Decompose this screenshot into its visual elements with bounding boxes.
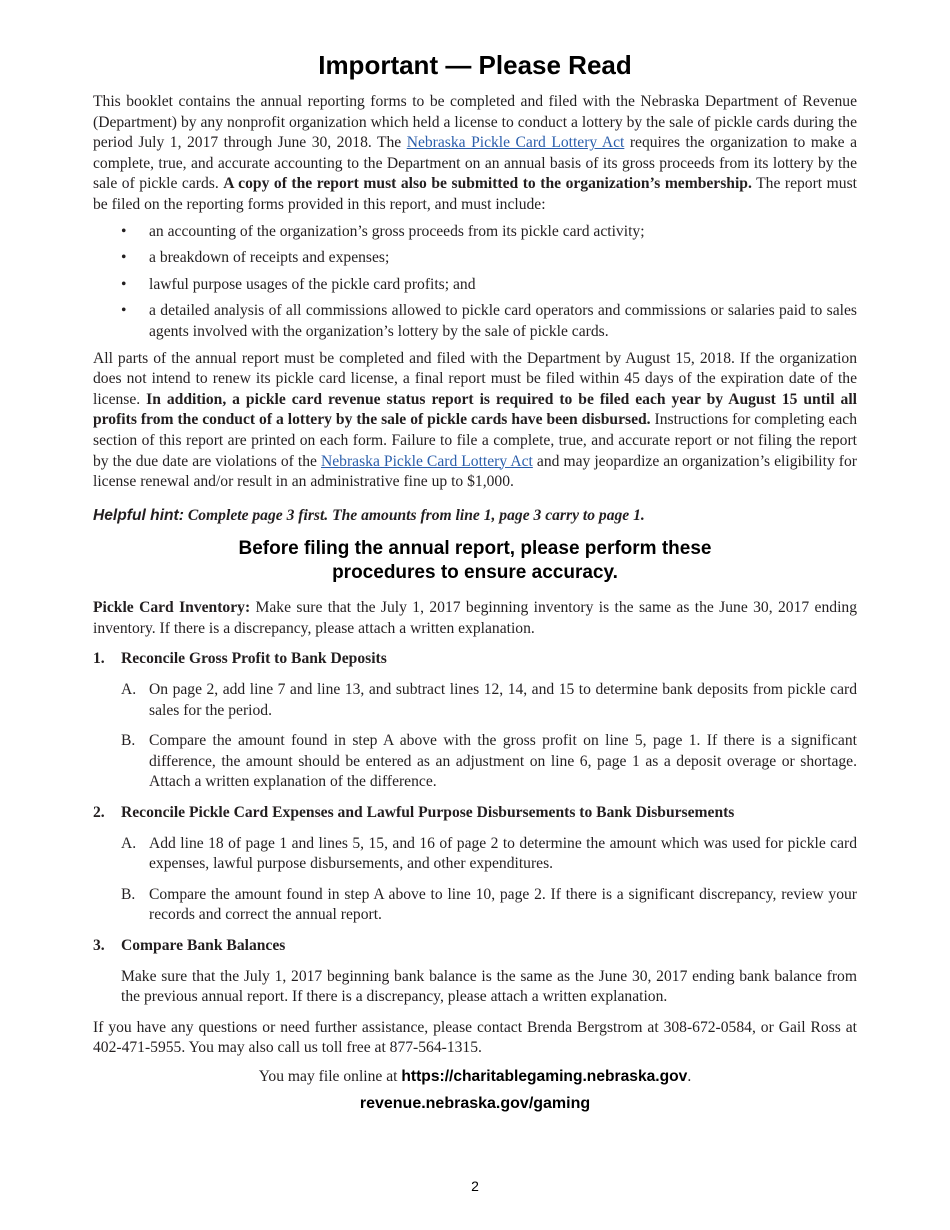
bullet-glyph: • — [121, 275, 127, 293]
requirements-list — [93, 222, 857, 343]
sub-step-letter: B. — [121, 732, 136, 750]
step-1-heading — [93, 649, 857, 670]
step-heading-text: Compare Bank Balances — [121, 937, 286, 954]
file-online-prefix: You may file online at — [258, 1067, 402, 1085]
step-heading-text: Reconcile Pickle Card Expenses and Lawful Purpose Disbursements to Bank Disbursements — [121, 804, 735, 822]
list-item-text: a detailed analysis of all commissions allowed to pickle card operators and commissions or salaries paid to sales agents involved with the organization’s lottery by the sale of pickle cards. — [149, 302, 857, 340]
intro-text-3: The report must be filed on the reporting forms provided in this report, and must include: — [93, 175, 857, 213]
inventory-text: Make sure that the July 1, 2017 beginning inventory is the same as the June 30, 2017 ending inventory. If there is a discrepancy, please attach a written explanation. — [93, 599, 857, 637]
document-page — [93, 0, 857, 1114]
pickle-card-act-link[interactable]: Nebraska Pickle Card Lottery Act — [406, 134, 625, 152]
procedures-heading-line-2: procedures to ensure accuracy. — [332, 562, 618, 584]
intro-bold-text: A copy of the report must also be submitted to the organization’s membership. — [223, 175, 752, 193]
list-item-text: a breakdown of receipts and expenses; — [149, 249, 390, 267]
revenue-website-link[interactable]: revenue.nebraska.gov/gaming — [359, 1094, 591, 1112]
step-number: 2. — [93, 804, 105, 822]
file-online-suffix: . — [687, 1067, 692, 1085]
inventory-paragraph — [93, 598, 857, 639]
hint-text: Complete page 3 first. The amounts from line 1, page 3 carry to page 1. — [187, 506, 645, 524]
sub-step-letter: A. — [121, 834, 137, 852]
sub-step-letter: B. — [121, 885, 136, 903]
hint-label: Helpful hint: — [93, 506, 184, 524]
sub-step-letter: A. — [121, 681, 137, 699]
parts-text-2: Instructions for completing each section of this report are printed on each form. Failure to file a complete, true, and accurate report or not filing the report by the due date are violations of the — [93, 411, 857, 470]
step-number: 1. — [93, 650, 105, 668]
list-item — [93, 275, 857, 296]
step-3-heading — [93, 936, 857, 957]
sub-step-text: Compare the amount found in step A above with the gross profit on line 5, page 1. If there is a significant difference, the amount should be entered as an adjustment on line 6, page 1 as a deposit overage or shortage. Attach a written explanation of the difference. — [149, 732, 857, 791]
helpful-hint — [93, 506, 857, 527]
bullet-glyph: • — [121, 222, 127, 240]
parts-bold-text: In addition, a pickle card revenue status report is required to be filed each year by August 15 until all profits from the conduct of a lottery by the sale of pickle cards have been disbursed. — [93, 390, 857, 429]
list-item-text: lawful purpose usages of the pickle card profits; and — [149, 275, 476, 293]
parts-text-1: All parts of the annual report must be completed and filed with the Department by August 15, 2018. If the organization does not intend to renew its pickle card license, a final report must be filed within 45 days of the expiration date of the license. — [93, 349, 857, 408]
sub-step-text: Add line 18 of page 1 and lines 5, 15, and 16 of page 2 to determine the amount which was used for pickle card expenses, lawful purpose disbursements, and other expenditures. — [149, 834, 857, 873]
step-1a — [93, 680, 857, 721]
step-2b — [93, 885, 857, 926]
page-number: 2 — [471, 1178, 479, 1194]
list-item-text: an accounting of the organization’s gross proceeds from its pickle card activity; — [149, 222, 645, 240]
bullet-glyph: • — [121, 249, 127, 267]
step-3-text: Make sure that the July 1, 2017 beginning bank balance is the same as the June 30, 2017 ending bank balance from the previous annual report. If there is a discrepancy, please attach a written explanation. — [121, 967, 857, 1006]
inventory-label: Pickle Card Inventory: — [93, 599, 251, 617]
step-2a — [93, 834, 857, 875]
charitable-gaming-url-link[interactable]: https://charitablegaming.nebraska.gov — [401, 1067, 688, 1085]
bullet-glyph: • — [121, 302, 127, 320]
contact-paragraph: If you have any questions or need further assistance, please contact Brenda Bergstrom at 308-672-0584, or Gail Ross at 402-471-5955. You may also call us toll free at 877-564-1315. — [93, 1018, 857, 1057]
sub-step-text: Compare the amount found in step A above to line 10, page 2. If there is a significant discrepancy, review your records and correct the annual report. — [149, 885, 857, 924]
list-item — [93, 301, 857, 342]
sub-step-text: On page 2, add line 7 and line 13, and subtract lines 12, 14, and 15 to determine bank deposits from pickle card sales for the period. — [149, 681, 857, 719]
filing-requirements-paragraph — [93, 349, 857, 493]
intro-text-1: This booklet contains the annual reporting forms to be completed and filed with the Nebraska Department of Revenue (Department) by any nonprofit organization which held a license to conduct a lottery by the sale of pickle cards during the period July 1, 2017 through June 30, 2018. The — [93, 93, 857, 152]
list-item — [93, 248, 857, 269]
file-online-line — [93, 1067, 857, 1088]
parts-text-3: and may jeopardize an organization’s eligibility for license renewal and/or result in an administrative fine up to $1,000. — [93, 452, 857, 491]
intro-text-2: requires the organization to make a complete, true, and accurate accounting to the Department on an annual basis of its gross proceeds from its lottery by the sale of pickle cards. — [93, 134, 858, 193]
step-number: 3. — [93, 937, 105, 954]
list-item — [93, 222, 857, 243]
page-title: Important — Please Read — [318, 50, 632, 80]
procedures-heading-line-1: Before filing the annual report, please perform these — [238, 538, 712, 560]
step-2-heading — [93, 803, 857, 824]
procedures-heading — [93, 537, 857, 585]
step-1b — [93, 731, 857, 793]
step-heading-text: Reconcile Gross Profit to Bank Deposits — [121, 650, 387, 668]
intro-paragraph — [93, 92, 857, 216]
pickle-card-act-link-2[interactable]: Nebraska Pickle Card Lottery Act — [321, 452, 533, 470]
